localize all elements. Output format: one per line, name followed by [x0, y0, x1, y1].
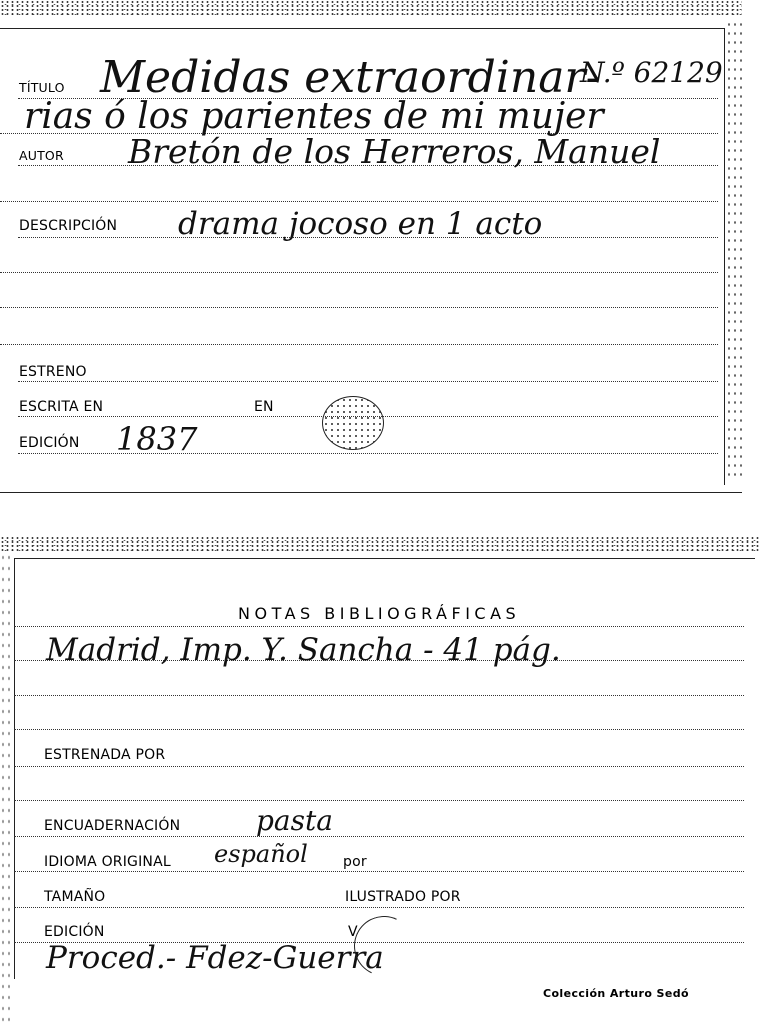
rule-line: [14, 695, 744, 696]
handwritten-edition-year: 1837: [116, 420, 198, 458]
card-edge-speckle: [0, 0, 742, 16]
label-estreno: ESTRENO: [19, 364, 87, 380]
handwritten-description: drama jocoso en 1 acto: [178, 206, 543, 242]
card-edge-speckle: [0, 552, 14, 1022]
label-titulo: TÍTULO: [19, 80, 65, 95]
rule-line: [18, 381, 718, 382]
notes-header: NOTAS BIBLIOGRÁFICAS: [238, 604, 521, 623]
rule-line: [0, 272, 718, 273]
collection-credit: Colección Arturo Sedó: [543, 987, 689, 1000]
rule-line: [0, 201, 718, 202]
label-tamano: TAMAÑO: [44, 889, 106, 905]
rule-line: [14, 766, 744, 767]
label-descripcion: DESCRIPCIÓN: [19, 218, 118, 234]
label-edicion: EDICIÓN: [44, 924, 105, 940]
label-idioma-original: IDIOMA ORIGINAL: [44, 854, 171, 870]
label-edicion: EDICIÓN: [19, 435, 80, 451]
handwritten-title-line1: Medidas extraordinar-: [100, 52, 601, 103]
handwritten-author: Bretón de los Herreros, Manuel: [128, 132, 661, 171]
rule-line: [14, 871, 744, 872]
handwritten-notes: Madrid, Imp. Y. Sancha - 41 pág.: [46, 632, 561, 668]
rule-line: [14, 626, 744, 627]
handwritten-title-line2: rias ó los parientes de mi mujer: [24, 96, 604, 137]
handwritten-catalog-number: N.º 62129: [580, 56, 723, 89]
ink-stamp: [322, 396, 384, 450]
label-estrenada-por: ESTRENADA POR: [44, 747, 166, 763]
label-por: por: [343, 854, 367, 870]
rule-line: [0, 307, 718, 308]
label-escrita-en: ESCRITA EN: [19, 399, 104, 415]
rule-line: [0, 344, 718, 345]
label-encuadernacion: ENCUADERNACIÓN: [44, 818, 181, 834]
label-ilustrado-por: ILUSTRADO POR: [345, 889, 461, 905]
rule-line: [14, 729, 744, 730]
rule-line: [14, 907, 744, 908]
handwritten-binding: pasta: [256, 804, 333, 837]
rule-line: [14, 800, 744, 801]
rule-line: [14, 836, 744, 837]
handwritten-provenance: Proced.- Fdez-Guerra: [46, 940, 384, 976]
label-v: V: [348, 924, 358, 940]
card-edge-speckle: [726, 20, 742, 480]
handwritten-language: español: [214, 840, 308, 868]
label-en: EN: [254, 399, 274, 415]
card-edge-speckle: [0, 536, 759, 552]
label-autor: AUTOR: [19, 148, 64, 163]
catalog-card-back: [0, 536, 759, 1028]
catalog-card-front: [0, 0, 742, 493]
